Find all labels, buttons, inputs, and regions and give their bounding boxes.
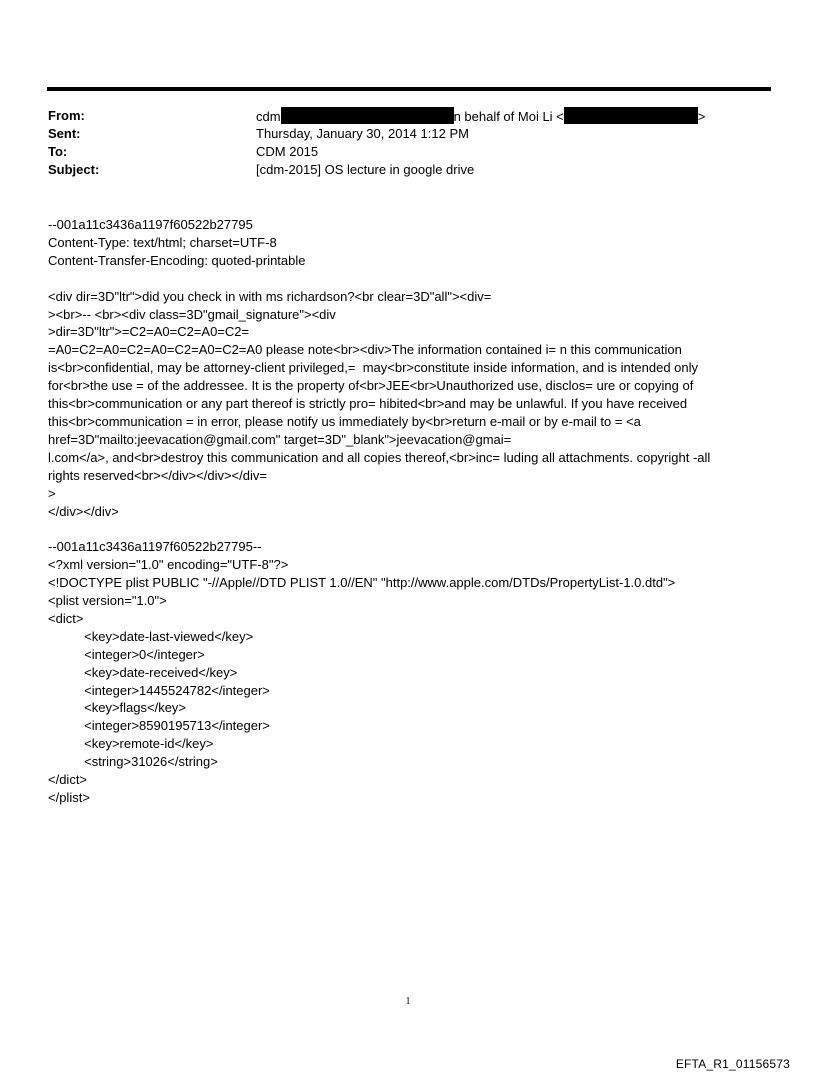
from-suffix: > xyxy=(697,109,706,124)
from-value xyxy=(256,107,705,126)
from-label: From: xyxy=(48,108,85,123)
subject-value: [cdm-2015] OS lecture in google drive xyxy=(256,162,475,177)
sent-value: Thursday, January 30, 2014 1:12 PM xyxy=(256,126,469,141)
from-middle: n behalf of Moi Li < xyxy=(453,109,564,124)
from-prefix: cdm xyxy=(256,109,281,124)
to-label: To: xyxy=(48,144,68,159)
page-number: 1 xyxy=(405,996,411,1007)
bates-number: EFTA_R1_01156573 xyxy=(675,1057,790,1071)
email-body: --001a11c3436a1197f60522b27795 Content-Type: text/html; charset=UTF-8 Content-Transfer-Encoding: quoted-printable <div dir=3D"ltr">did you check in with ms richardson?<br clear=3D"all"><div= ><br>-- <br><div class=3D"gmail_signature"><div >dir=3D"ltr">=C2=A0=C2=A0=C2= =A0=C2=A0=C2=A0=C2=A0=C2=A0 please note<br><div>The information contained i= n this communication is<br>confidential, may be attorney-client privileged,= may<br>constitute inside information, and is intended only for<br>the use = of the addressee. It is the property of<br>JEE<br>Unauthorized use, disclos= ure or copying of this<br>communication or any part thereof is strictly pro= hibited<br>and may be unlawful. If you have received this<br>communication = in error, please notify us immediately by<br>return e-mail or by e-mail to = <a href=3D"mailto:jeevacation@gmail.com" target=3D"_blank">jeevacation@gmai= l.com</a>, and<br>destroy this communication and all copies thereof,<br>inc= luding all attachments. copyright -all rights reserved<br></div></div></div= > </div></div> --001a11c3436a1197f60522b27795-- <?xml version="1.0" encoding="UTF-8"?> <!DOCTYPE plist PUBLIC "-//Apple//DTD PLIST 1.0//EN" "http://www.apple.com/DTDs/PropertyList-1.0.dtd"> <plist version="1.0"> <dict> <key>date-last-viewed</key> <integer>0</integer> <key>date-received</key> <integer>1445524782</integer> <key>flags</key> <integer>8590195713</integer> <key>remote-id</key> <string>31026</string> </dict> </plist> xyxy=(48,217,711,805)
to-value: CDM 2015 xyxy=(256,144,319,159)
redaction-box xyxy=(281,107,454,124)
sent-label: Sent: xyxy=(48,126,81,141)
header-rule xyxy=(47,87,771,91)
redaction-box xyxy=(564,107,698,124)
subject-label: Subject: xyxy=(48,162,100,177)
